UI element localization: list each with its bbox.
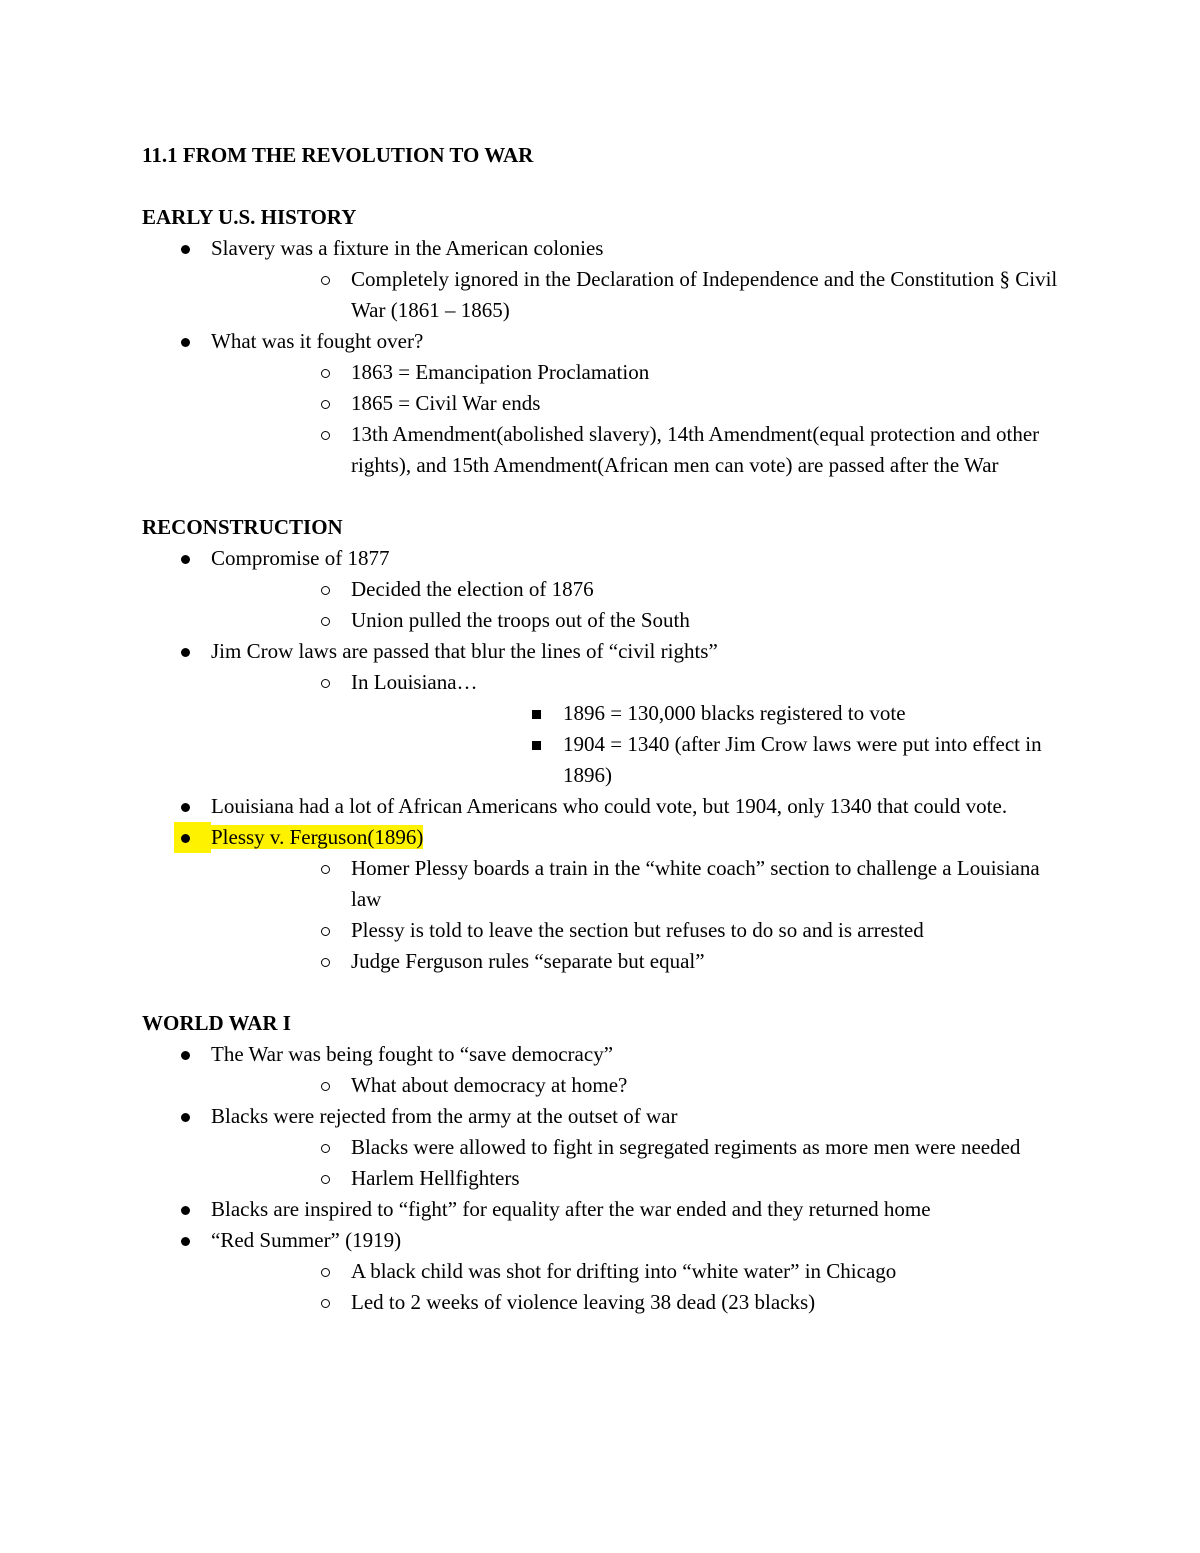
list-item <box>142 326 1072 481</box>
bullet-circle-icon <box>318 605 338 636</box>
list-item <box>211 853 1072 915</box>
bullet-circle-icon <box>318 264 338 295</box>
list-item-text: Homer Plessy boards a train in the “white coach” section to challenge a Louisiana law <box>351 856 1040 911</box>
highlighted-text: Plessy v. Ferguson(1896) <box>211 825 424 849</box>
list-item <box>142 636 1072 791</box>
list-item <box>211 388 1072 419</box>
list-item-text: 13th Amendment(abolished slavery), 14th Amendment(equal protection and other rights), and 15th Amendment(African men can vote) are passed after the War <box>351 422 1040 477</box>
list-item <box>211 419 1072 481</box>
document-page <box>142 140 1072 1318</box>
list-item <box>211 946 1072 977</box>
bullet-disc-icon <box>178 791 198 822</box>
sub-list <box>211 1256 1072 1318</box>
section-world-war-i <box>142 1008 1072 1318</box>
sub-list <box>211 853 1072 977</box>
list-item-text: Blacks are inspired to “fight” for equality after the war ended and they returned home <box>211 1197 931 1221</box>
list-item-text: Harlem Hellfighters <box>351 1166 520 1190</box>
list-item-text: Blacks were rejected from the army at the outset of war <box>211 1104 678 1128</box>
list-item <box>142 791 1072 822</box>
list-item <box>211 667 1072 791</box>
list-item <box>142 1101 1072 1194</box>
list-item <box>211 357 1072 388</box>
bullet-list <box>142 543 1072 977</box>
bullet-circle-icon <box>318 1132 338 1163</box>
sub-list <box>211 667 1072 791</box>
list-item-text: Led to 2 weeks of violence leaving 38 dead (23 blacks) <box>351 1290 816 1314</box>
list-item-text: Completely ignored in the Declaration of Independence and the Constitution § Civil War (1861 – 1865) <box>351 267 1058 322</box>
list-item-text: A black child was shot for drifting into “white water” in Chicago <box>351 1259 897 1283</box>
bullet-disc-icon <box>178 326 198 357</box>
bullet-circle-icon <box>318 1287 338 1318</box>
sub-sub-list <box>351 698 1072 791</box>
list-item-text: Decided the election of 1876 <box>351 577 594 601</box>
list-item <box>211 915 1072 946</box>
list-item-text: What was it fought over? <box>211 329 424 353</box>
bullet-list <box>142 233 1072 481</box>
section-early-us-history <box>142 202 1072 481</box>
section-reconstruction <box>142 512 1072 977</box>
bullet-circle-icon <box>318 1163 338 1194</box>
list-item <box>142 1039 1072 1101</box>
section-heading: WORLD WAR I <box>142 1011 291 1035</box>
list-item-text: Union pulled the troops out of the South <box>351 608 690 632</box>
list-item-text: In Louisiana… <box>351 670 478 694</box>
bullet-disc-icon <box>178 1101 198 1132</box>
list-item <box>211 1070 1072 1101</box>
bullet-square-icon <box>529 698 549 729</box>
list-item <box>211 1287 1072 1318</box>
bullet-circle-icon <box>318 388 338 419</box>
bullet-circle-icon <box>318 1070 338 1101</box>
bullet-circle-icon <box>318 357 338 388</box>
list-item-text: Judge Ferguson rules “separate but equal” <box>351 949 705 973</box>
bullet-circle-icon <box>318 946 338 977</box>
bullet-disc-icon <box>178 233 198 264</box>
bullet-disc-icon <box>178 1039 198 1070</box>
sub-list <box>211 1070 1072 1101</box>
list-item-text: Jim Crow laws are passed that blur the lines of “civil rights” <box>211 639 718 663</box>
sub-list <box>211 357 1072 481</box>
section-heading: EARLY U.S. HISTORY <box>142 205 357 229</box>
bullet-circle-icon <box>318 667 338 698</box>
list-item-text: Blacks were allowed to fight in segregated regiments as more men were needed <box>351 1135 1021 1159</box>
bullet-disc-icon <box>178 636 198 667</box>
bullet-disc-icon <box>178 1194 198 1225</box>
list-item <box>211 1256 1072 1287</box>
list-item-text: What about democracy at home? <box>351 1073 628 1097</box>
list-item <box>142 1225 1072 1318</box>
list-item-text: 1904 = 1340 (after Jim Crow laws were put into effect in 1896) <box>563 732 1042 787</box>
list-item <box>142 1194 1072 1225</box>
bullet-circle-icon <box>318 419 338 450</box>
list-item <box>351 698 1072 729</box>
list-item-text: Slavery was a fixture in the American colonies <box>211 236 604 260</box>
bullet-circle-icon <box>318 1256 338 1287</box>
list-item <box>211 264 1072 326</box>
bullet-circle-icon <box>318 915 338 946</box>
list-item <box>142 543 1072 636</box>
list-item-text: 1863 = Emancipation Proclamation <box>351 360 650 384</box>
bullet-disc-icon <box>174 822 211 853</box>
bullet-disc-icon <box>178 543 198 574</box>
list-item-highlighted <box>142 822 1072 977</box>
document-title: 11.1 FROM THE REVOLUTION TO WAR <box>142 143 534 167</box>
bullet-list <box>142 1039 1072 1318</box>
list-item-text: Louisiana had a lot of African Americans who could vote, but 1904, only 1340 that could vote. <box>211 794 1008 818</box>
bullet-disc-icon <box>178 1225 198 1256</box>
list-item-text: Compromise of 1877 <box>211 546 390 570</box>
section-heading: RECONSTRUCTION <box>142 515 343 539</box>
sub-list <box>211 1132 1072 1194</box>
list-item-text: The War was being fought to “save democracy” <box>211 1042 614 1066</box>
list-item <box>211 574 1072 605</box>
list-item-text: “Red Summer” (1919) <box>211 1228 402 1252</box>
list-item <box>211 605 1072 636</box>
bullet-square-icon <box>529 729 549 760</box>
bullet-circle-icon <box>318 574 338 605</box>
bullet-circle-icon <box>318 853 338 884</box>
list-item-text: 1896 = 130,000 blacks registered to vote <box>563 701 906 725</box>
list-item <box>351 729 1072 791</box>
sub-list <box>211 574 1072 636</box>
sub-list <box>211 264 1072 326</box>
list-item <box>142 233 1072 326</box>
list-item <box>211 1132 1072 1163</box>
list-item <box>211 1163 1072 1194</box>
list-item-text: Plessy is told to leave the section but refuses to do so and is arrested <box>351 918 924 942</box>
list-item-text: 1865 = Civil War ends <box>351 391 541 415</box>
